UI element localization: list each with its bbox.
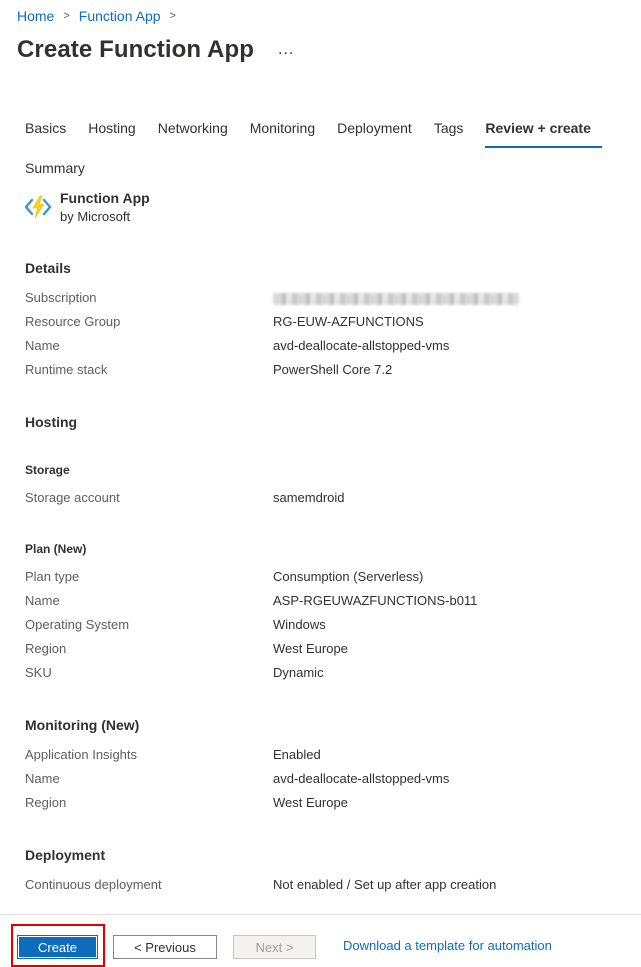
row-value: Dynamic (273, 665, 324, 680)
product-summary (25, 190, 150, 226)
row-value: Enabled (273, 747, 321, 762)
row-key: Runtime stack (25, 362, 108, 377)
row-value: Not enabled / Set up after app creation (273, 877, 497, 892)
subscription-value-redacted (273, 290, 519, 308)
details-row-resource-group (25, 314, 625, 334)
plan-row-type (25, 569, 625, 589)
details-row-runtime-stack (25, 362, 625, 382)
row-key: Name (25, 593, 60, 608)
section-hosting-title: Hosting (25, 414, 78, 430)
row-value: samemdroid (273, 490, 345, 505)
monitoring-row-app-insights (25, 747, 625, 767)
plan-row-sku (25, 665, 625, 685)
create-button[interactable]: Create (17, 935, 98, 959)
tab-tags[interactable]: Tags (433, 120, 464, 136)
row-value: ASP-RGEUWAZFUNCTIONS-b011 (273, 593, 478, 608)
row-value: Consumption (Serverless) (273, 569, 424, 584)
function-app-icon (25, 194, 51, 220)
row-value: Windows (273, 617, 326, 632)
summary-label: Summary (25, 160, 85, 176)
details-row-name (25, 338, 625, 358)
previous-button[interactable]: < Previous (113, 935, 217, 959)
plan-row-region (25, 641, 625, 661)
row-key: Operating System (25, 617, 130, 632)
section-deployment-title: Deployment (25, 847, 106, 863)
row-value: RG-EUW-AZFUNCTIONS (273, 314, 424, 329)
row-key: Plan type (25, 569, 80, 584)
breadcrumb-home[interactable]: Home (17, 8, 55, 24)
more-icon[interactable]: ... (278, 41, 295, 58)
row-value: PowerShell Core 7.2 (273, 362, 393, 377)
details-row-subscription (25, 290, 625, 310)
plan-row-name (25, 593, 625, 613)
wizard-tabs (14, 112, 602, 148)
product-vendor: by Microsoft (60, 209, 131, 224)
download-template-link[interactable]: Download a template for automation (343, 938, 552, 953)
redacted-value (273, 293, 519, 305)
row-key: Region (25, 795, 67, 810)
row-key: Continuous deployment (25, 877, 162, 892)
product-name: Function App (60, 190, 150, 206)
row-value: West Europe (273, 641, 348, 656)
tab-networking[interactable]: Networking (157, 120, 228, 136)
section-monitoring-title: Monitoring (New) (25, 717, 140, 733)
row-key: SKU (25, 665, 52, 680)
row-key: Region (25, 641, 67, 656)
breadcrumb (17, 8, 185, 24)
row-key: Storage account (25, 490, 120, 505)
chevron-right-icon: > (63, 10, 70, 22)
monitoring-row-name (25, 771, 625, 791)
row-key: Application Insights (25, 747, 138, 762)
deployment-row-continuous (25, 877, 625, 897)
next-button[interactable]: Next > (233, 935, 316, 959)
row-key: Resource Group (25, 314, 121, 329)
page-title: Create Function App (17, 36, 255, 63)
tab-hosting[interactable]: Hosting (88, 120, 136, 136)
tab-monitoring[interactable]: Monitoring (249, 120, 316, 136)
hosting-row-storage-account (25, 490, 625, 510)
row-value: avd-deallocate-allstopped-vms (273, 771, 450, 786)
breadcrumb-function-app[interactable]: Function App (78, 8, 161, 24)
row-value: avd-deallocate-allstopped-vms (273, 338, 450, 353)
tab-review-create[interactable]: Review + create (474, 112, 601, 148)
section-details-title: Details (25, 260, 71, 276)
row-key: Name (25, 771, 60, 786)
plan-row-os (25, 617, 625, 637)
tab-basics[interactable]: Basics (25, 120, 67, 136)
subsection-plan-title: Plan (New) (25, 542, 87, 556)
monitoring-row-region (25, 795, 625, 815)
product-text (60, 190, 150, 226)
row-key: Name (25, 338, 60, 353)
row-key: Subscription (25, 290, 97, 305)
tab-deployment[interactable]: Deployment (337, 120, 412, 136)
row-value: West Europe (273, 795, 348, 810)
subsection-storage-title: Storage (25, 463, 70, 477)
title-row (17, 36, 294, 64)
chevron-right-icon: > (169, 10, 176, 22)
